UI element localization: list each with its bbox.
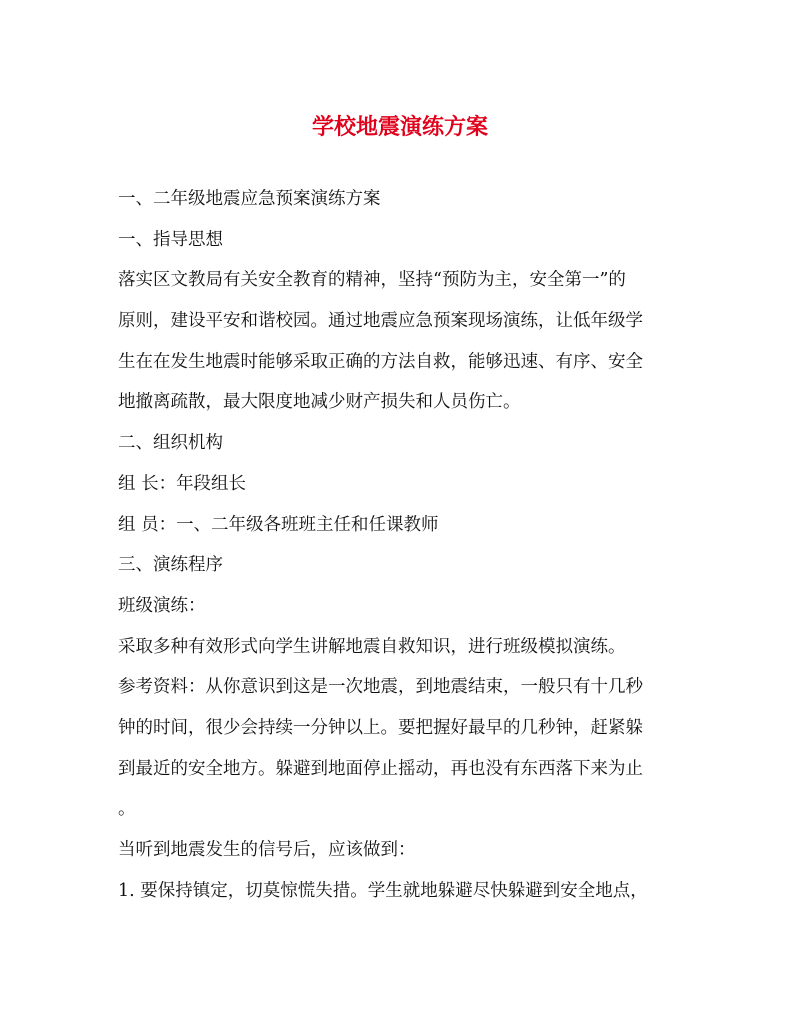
text-line: 1. 要保持镇定，切莫惊慌失措。学生就地躲避尽快躲避到安全地点， [118,880,648,901]
text-line: 组 员：一、二年级各班班主任和任课教师 [118,514,439,535]
text-line: 一、二年级地震应急预案演练方案 [118,189,381,209]
text-line: 采取多种有效形式向学生讲解地震自救知识，进行班级模拟演练。 [118,636,626,657]
text-line: 。 [118,799,136,820]
text-line: 组 长：年段组长 [118,473,247,494]
text-line: 原则，建设平安和谐校园。通过地震应急预案现场演练，让低年级学 [118,311,643,332]
document-body [118,179,680,911]
text-line: 二、组织机构 [118,433,223,454]
text-line: 地撤离疏散，最大限度地减少财产损失和人员伤亡。 [118,392,521,413]
text-line: 班级演练： [118,595,206,616]
text-line: 生在在发生地震时能够采取正确的方法自救，能够迅速、有序、安全 [118,351,643,372]
text-line: 一、指导思想 [118,229,223,250]
text-line: 三、演练程序 [118,555,223,576]
text-line: 落实区文教局有关安全教育的精神，坚持“预防为主，安全第一”的 [118,270,626,291]
text-line: 参考资料：从你意识到这是一次地震，到地震结束，一般只有十几秒 [118,677,643,698]
text-line: 到最近的安全地方。躲避到地面停止摇动，再也没有东西落下来为止 [118,758,643,779]
text-line: 当听到地震发生的信号后，应该做到： [118,840,416,860]
text-line: 钟的时间，很少会持续一分钟以上。要把握好最早的几秒钟，赶紧躲 [118,717,643,738]
document-title: 学校地震演练方案 [311,114,488,140]
